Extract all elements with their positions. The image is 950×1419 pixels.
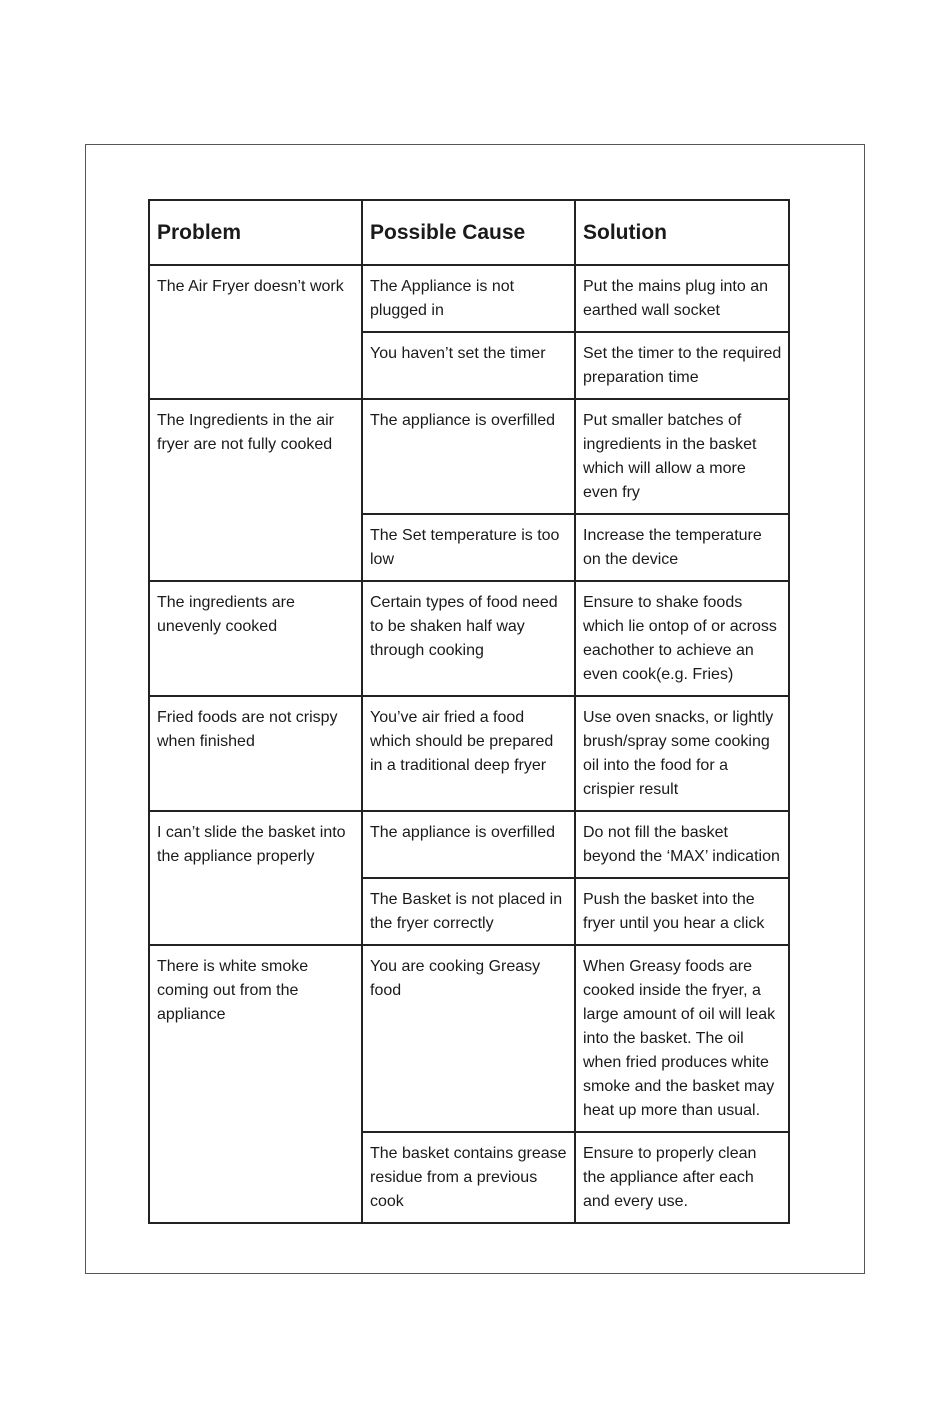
table-row — [149, 945, 789, 1132]
header-row — [149, 200, 789, 265]
solution-cell: Ensure to shake foods which lie ontop of or across eachother to achieve an even cook(e.g. Fries) — [575, 581, 789, 696]
table-row — [149, 581, 789, 696]
cause-cell: You haven’t set the timer — [362, 332, 575, 399]
solution-cell: Use oven snacks, or lightly brush/spray some cooking oil into the food for a crispier result — [575, 696, 789, 811]
troubleshooting-table — [148, 199, 790, 1224]
cause-cell: You are cooking Greasy food — [362, 945, 575, 1132]
problem-cell: The Ingredients in the air fryer are not fully cooked — [149, 399, 362, 581]
solution-cell: Set the timer to the required preparation time — [575, 332, 789, 399]
cause-cell: The basket contains grease residue from a previous cook — [362, 1132, 575, 1223]
problem-cell: There is white smoke coming out from the appliance — [149, 945, 362, 1223]
problem-cell: I can’t slide the basket into the appliance properly — [149, 811, 362, 945]
solution-cell: Push the basket into the fryer until you hear a click — [575, 878, 789, 945]
cause-cell: Certain types of food need to be shaken half way through cooking — [362, 581, 575, 696]
solution-cell: Do not fill the basket beyond the ‘MAX’ indication — [575, 811, 789, 878]
header-problem: Problem — [149, 200, 362, 265]
cause-cell: The appliance is overfilled — [362, 811, 575, 878]
cause-cell: The Basket is not placed in the fryer correctly — [362, 878, 575, 945]
solution-cell: Put smaller batches of ingredients in the basket which will allow a more even fry — [575, 399, 789, 514]
solution-cell: Ensure to properly clean the appliance after each and every use. — [575, 1132, 789, 1223]
table-row — [149, 265, 789, 332]
solution-cell: Increase the temperature on the device — [575, 514, 789, 581]
header-possible-cause: Possible Cause — [362, 200, 575, 265]
cause-cell: The Appliance is not plugged in — [362, 265, 575, 332]
cause-cell: The appliance is overfilled — [362, 399, 575, 514]
solution-cell: Put the mains plug into an earthed wall socket — [575, 265, 789, 332]
problem-cell: Fried foods are not crispy when finished — [149, 696, 362, 811]
table-row — [149, 811, 789, 878]
problem-cell: The ingredients are unevenly cooked — [149, 581, 362, 696]
solution-cell: When Greasy foods are cooked inside the fryer, a large amount of oil will leak into the basket. The oil when fried produces white smoke and the basket may heat up more than usual. — [575, 945, 789, 1132]
problem-cell: The Air Fryer doesn’t work — [149, 265, 362, 399]
cause-cell: You’ve air fried a food which should be prepared in a traditional deep fryer — [362, 696, 575, 811]
header-solution: Solution — [575, 200, 789, 265]
cause-cell: The Set temperature is too low — [362, 514, 575, 581]
table-row — [149, 399, 789, 514]
table-row — [149, 696, 789, 811]
